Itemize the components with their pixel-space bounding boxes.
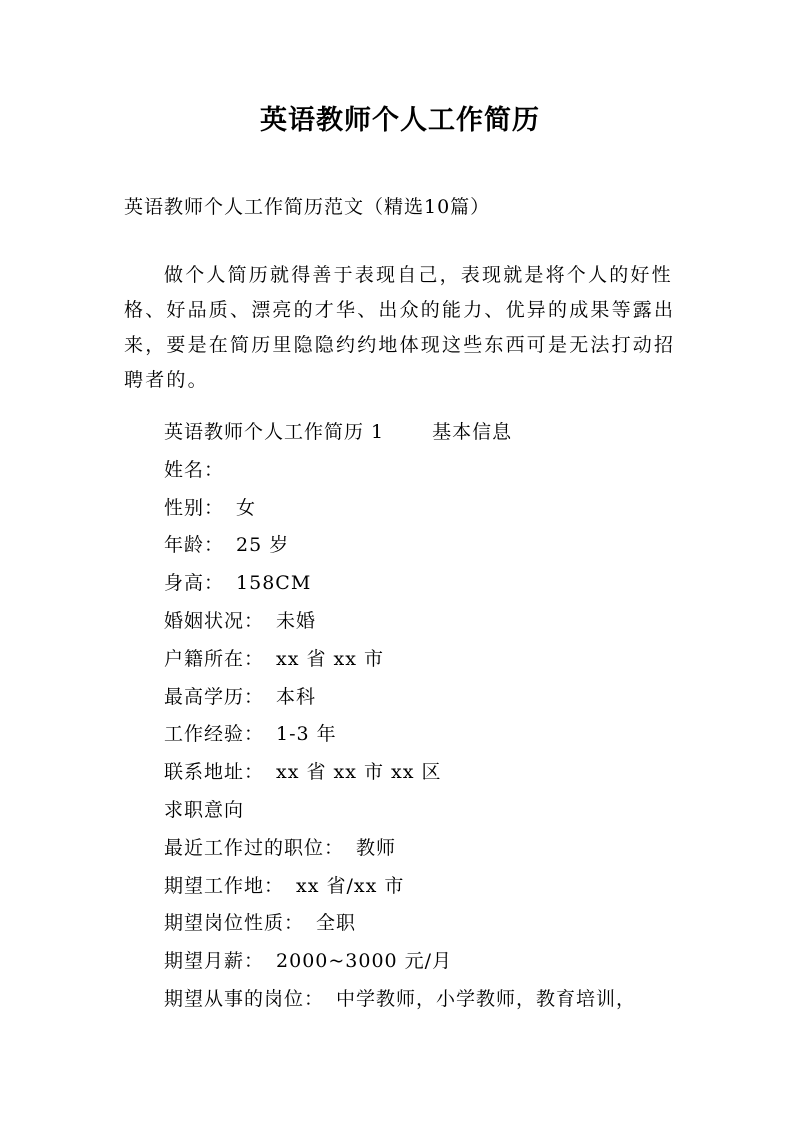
field-household-registration (164, 641, 684, 679)
field-label: 婚姻状况： (164, 609, 265, 632)
field-label: 姓名： (164, 458, 225, 481)
field-address (164, 754, 684, 792)
field-label: 工作经验： (164, 723, 265, 746)
intro-paragraph (124, 258, 680, 398)
field-value: xx 省/xx 市 (296, 874, 405, 897)
field-label: 户籍所在： (164, 647, 265, 670)
section-subheading: 基本信息 (432, 421, 513, 443)
field-value: 2000~3000 元/月 (276, 950, 453, 973)
field-label: 最高学历： (164, 685, 265, 708)
field-label: 年龄： (164, 534, 225, 557)
intro-text: 做个人简历就得善于表现自己，表现就是将个人的好性格、好品质、漂亮的才华、出众的能力、优异的成果等露出来，要是在简历里隐隐约约地体现这些东西可是无法打动招聘者的。 (124, 264, 676, 391)
field-value: 1-3 年 (276, 723, 337, 746)
intent-desired-positions (164, 981, 684, 1019)
field-value: 未婚 (276, 609, 317, 632)
field-label: 期望岗位性质： (164, 912, 305, 935)
field-height (164, 565, 684, 603)
field-value: 本科 (276, 685, 317, 708)
field-value: 教师 (356, 836, 397, 859)
field-label: 最近工作过的职位： (164, 836, 345, 859)
field-value: 25 岁 (236, 534, 290, 557)
page-title: 英语教师个人工作简历 (260, 105, 540, 136)
field-label: 性别： (164, 496, 225, 519)
field-label: 期望月薪： (164, 950, 265, 973)
field-value: 中学教师，小学教师，教育培训， (336, 987, 637, 1010)
section-heading-line (164, 414, 684, 452)
field-experience (164, 716, 684, 754)
field-value: xx 省 xx 市 xx 区 (276, 761, 442, 784)
section-heading: 英语教师个人工作简历 1 (164, 421, 385, 443)
field-label: 联系地址： (164, 761, 265, 784)
field-label: 期望从事的岗位： (164, 987, 325, 1010)
field-marital-status (164, 603, 684, 641)
intent-salary (164, 943, 684, 981)
job-intent-heading: 求职意向 (164, 798, 245, 821)
field-label: 期望工作地： (164, 874, 285, 897)
resume-body (164, 414, 684, 1019)
field-gender (164, 490, 684, 528)
field-value: xx 省 xx 市 (276, 647, 384, 670)
intent-location (164, 868, 684, 906)
document-subtitle: 英语教师个人工作简历范文（精选10篇） (124, 196, 491, 218)
field-age (164, 527, 684, 565)
field-education (164, 679, 684, 717)
field-label: 身高： (164, 572, 225, 595)
field-value: 女 (236, 496, 257, 519)
field-value: 158CM (236, 572, 312, 595)
field-value: 全职 (316, 912, 357, 935)
intent-job-type (164, 905, 684, 943)
field-name (164, 452, 684, 490)
intent-recent-position (164, 830, 684, 868)
